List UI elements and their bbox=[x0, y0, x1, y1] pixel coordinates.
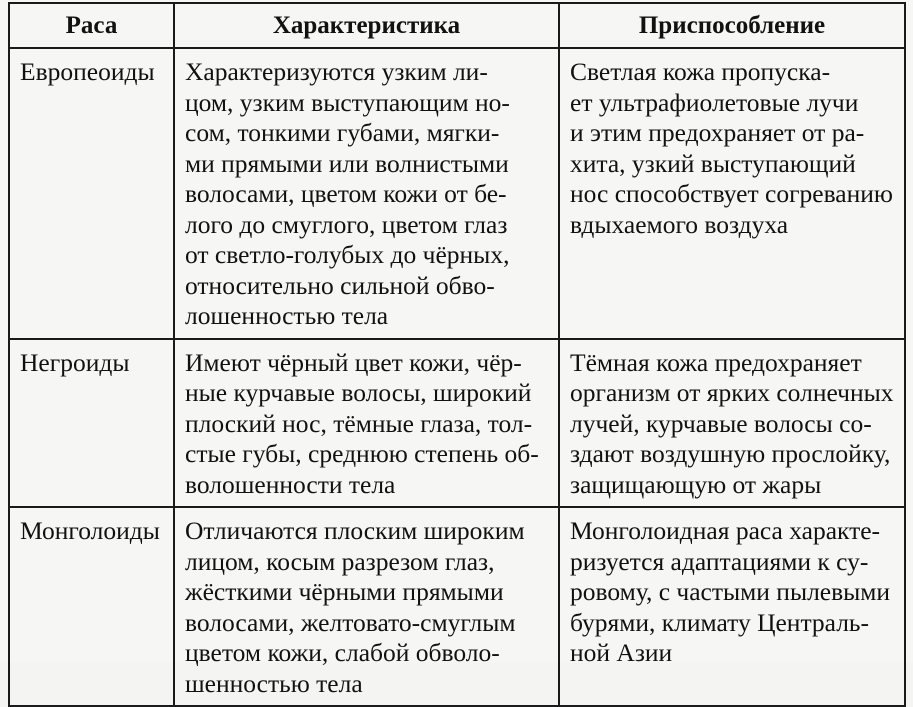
adaptation-text: Монголоидная раса характе- ризуется адаптациями к су- ровому, с частыми пылевыми бурями, климату Централь- ной Азии bbox=[570, 516, 891, 667]
race-cell: Европеоиды bbox=[9, 48, 174, 339]
adaptation-text: Тёмная кожа предохраняет организм от ярких солнечных лучей, курчавые волосы со- здают воздушную прослойку, защищающую от жары bbox=[570, 347, 894, 499]
header-characteristic: Характеристика bbox=[174, 3, 559, 48]
characteristic-text: Отличаются плоским широким лицом, косым разрезом глаз, жёсткими чёрными прямыми волосами, желтовато-смуглым цветом кожи, слабой обволо- шенностью тела bbox=[185, 516, 525, 698]
header-row bbox=[9, 3, 905, 48]
adaptation-text: Светлая кожа пропуска- ет ультрафиолетовые лучи и этим предохраняет от ра- хита, узкий выступающий нос способствует согреванию вдыхаемого воздуха bbox=[570, 57, 893, 239]
races-table bbox=[8, 2, 906, 707]
table-row bbox=[9, 339, 905, 508]
adaptation-cell bbox=[559, 48, 905, 339]
header-adaptation: Приспособление bbox=[559, 3, 905, 48]
characteristic-text: Характеризуются узким ли- цом, узким выступающим но- сом, тонкими губами, мягки- ми прямыми или волнистыми волосами, цветом кожи от бе- лого до смуглого, цветом глаз от светло-голубых до чёрных, относительно сильной обво- лошенностью тела bbox=[185, 57, 510, 330]
characteristic-text: Имеют чёрный цвет кожи, чёр- ные курчавые волосы, широкий плоский нос, тёмные глаза, тол- стые губы, среднюю степень об- волошенности тела bbox=[185, 347, 539, 499]
adaptation-cell bbox=[559, 339, 905, 508]
race-cell: Негроиды bbox=[9, 339, 174, 508]
table-row bbox=[9, 507, 905, 706]
characteristic-cell bbox=[174, 507, 559, 706]
characteristic-cell bbox=[174, 339, 559, 508]
race-cell: Монголоиды bbox=[9, 507, 174, 706]
adaptation-cell bbox=[559, 507, 905, 706]
characteristic-cell bbox=[174, 48, 559, 339]
header-race: Раса bbox=[9, 3, 174, 48]
table-row bbox=[9, 48, 905, 339]
